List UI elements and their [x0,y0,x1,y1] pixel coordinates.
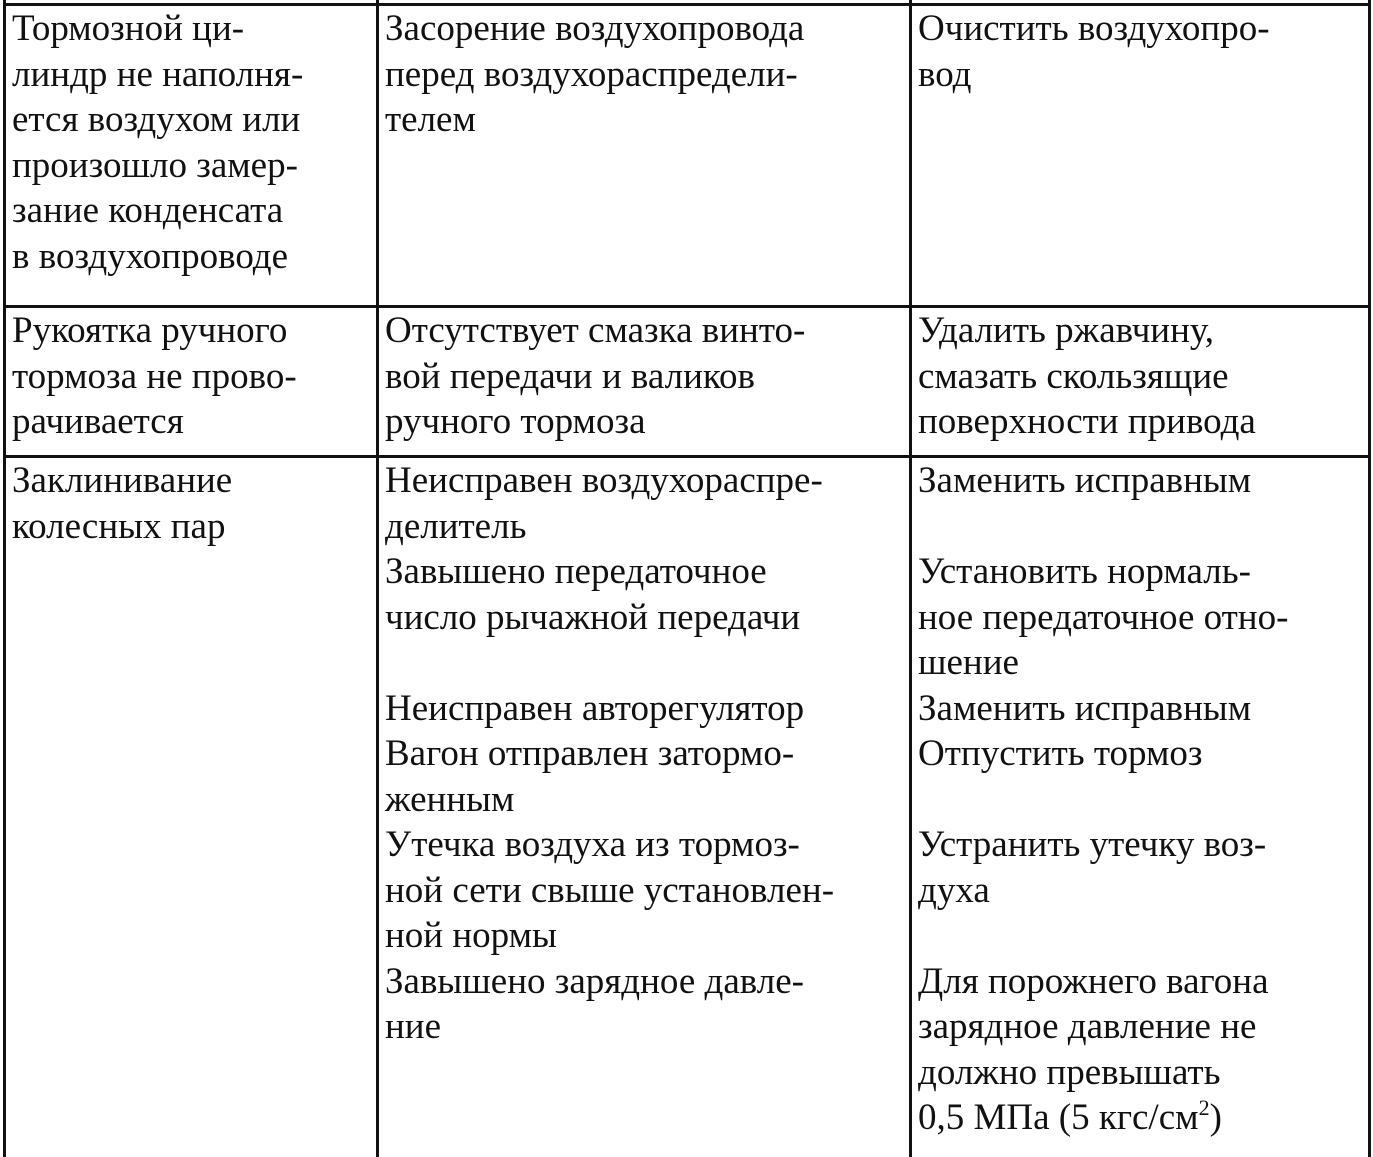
table-row [5,5,1370,307]
text-line: Удалить ржавчину, [918,310,1214,351]
text-line: рачивается [12,401,184,442]
text-line: Заменить исправным [918,460,1252,501]
table-row [5,307,1370,457]
text-line: ется воздухом или [12,99,301,140]
text-line: линдр не наполня- [12,53,304,95]
text-line: Вагон отправлен затормо- [385,733,795,774]
pressure-value-suffix: ) [1209,1097,1222,1138]
fault-cell [5,5,378,307]
text-line: духа [918,869,990,911]
remedy-cell [911,307,1370,457]
text-line: Засорение воздухопровода [385,8,805,49]
pressure-value-line [918,1095,1368,1141]
text-line: смазать скользящие [918,355,1229,397]
text-line: Утечка воздуха из тормоз- [385,824,800,865]
text-line: Неисправен авторегулятор [385,687,805,729]
text-line: ной нормы [385,915,557,956]
text-line: Тормозной ци- [12,8,245,49]
text-line: зание конденсата [12,190,284,231]
fault-cell [5,457,378,1157]
text-line: ручного тормоза [385,401,646,442]
text-line: Завышено передаточное [385,551,767,592]
text-line: делитель [385,505,527,547]
text-line: число рычажной передачи [385,596,801,638]
text-line: Отсутствует смазка винто- [385,310,806,351]
table-row [5,457,1370,1157]
text-line: Завышено зарядное давле- [385,960,804,1002]
text-line: тормоза не прово- [12,355,297,397]
text-line: Для порожнего вагона [918,960,1269,1002]
text-line: ние [385,1006,442,1047]
remedy-cell [911,5,1370,307]
text-line: колесных пар [12,505,226,547]
text-line: должно превышать [918,1051,1221,1093]
cause-cell [378,457,911,1157]
spacer [918,777,1368,823]
brake-faults-table [3,0,1371,1157]
pressure-value-text: 0,5 МПа (5 кгс/см [918,1097,1199,1138]
spacer [918,913,1368,959]
text-line: Заклинивание [12,460,233,501]
text-line: ное передаточное отно- [918,596,1289,638]
text-line: Устранить утечку воз- [918,824,1267,865]
text-line: вод [918,53,972,95]
fault-cell [5,307,378,457]
text-line: Установить нормаль- [918,551,1251,592]
text-line: ной сети свыше установлен- [385,869,835,911]
text-line: зарядное давление не [918,1006,1257,1047]
remedy-cell [911,457,1370,1157]
text-line: Очистить воздухопро- [918,8,1270,49]
text-line: произошло замер- [12,144,298,186]
text-line: поверхности привода [918,401,1256,442]
cause-cell [378,5,911,307]
spacer [918,504,1368,550]
text-line: Неисправен воздухораспре- [385,460,823,501]
fault-table-wrapper [3,0,1368,1157]
text-line: в воздухопроводе [12,235,289,277]
text-line: Рукоятка ручного [12,310,288,351]
text-line: Заменить исправным [918,687,1252,729]
text-line: перед воздухораспредели- [385,53,798,95]
text-line: женным [385,778,515,820]
superscript: 2 [1198,1095,1210,1120]
text-line: Отпустить тормоз [918,733,1203,774]
spacer [385,640,909,686]
text-line: шение [918,642,1019,683]
text-line: телем [385,99,476,140]
text-line: вой передачи и валиков [385,355,755,397]
cause-cell [378,307,911,457]
